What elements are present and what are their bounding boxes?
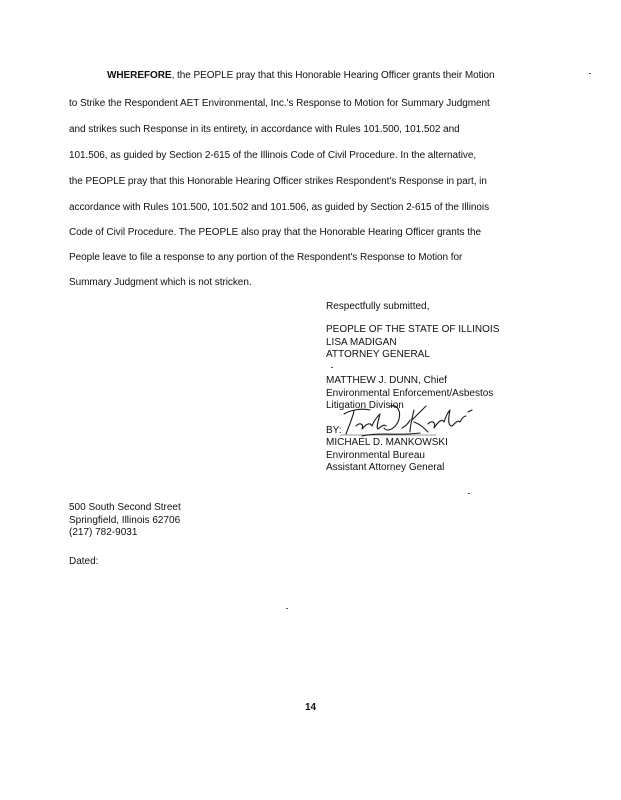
scan-speck [589, 73, 591, 74]
body-line-7: Code of Civil Procedure. The PEOPLE also pray that the Honorable Hearing Officer grants the [69, 227, 481, 238]
party-block [326, 324, 499, 362]
signer-bureau: Environmental Bureau [326, 449, 425, 461]
address-city: Springfield, Illinois 62706 [69, 514, 181, 526]
address-street: 500 South Second Street [69, 502, 181, 513]
chief-name: MATTHEW J. DUNN, Chief [326, 375, 447, 386]
chief-division-2: Litigation Division [326, 400, 404, 411]
signer-block [326, 437, 448, 475]
address-phone: (217) 782-9031 [69, 527, 138, 538]
signer-title: Assistant Attorney General [326, 462, 445, 473]
body-line-8: People leave to file a response to any portion of the Respondent's Response to Motion for [69, 252, 463, 263]
body-line-5: the PEOPLE pray that this Honorable Hearing Officer strikes Respondent's Response in part, in [69, 176, 487, 187]
scan-speck [286, 608, 288, 609]
page-number: 14 [304, 702, 317, 713]
scan-speck [331, 367, 333, 368]
body-line-9: Summary Judgment which is not stricken. [69, 277, 252, 288]
closing: Respectfully submitted, [326, 301, 430, 312]
address-block [69, 502, 181, 540]
body-line-1 [107, 70, 495, 81]
handwritten-signature [340, 402, 480, 442]
body-line-1-text: , the PEOPLE pray that this Honorable Hearing Officer grants their Motion [171, 70, 495, 81]
ag-name: LISA MADIGAN [326, 336, 397, 348]
signature-block [326, 301, 429, 314]
party-name: PEOPLE OF THE STATE OF ILLINOIS [326, 324, 500, 335]
chief-division-1: Environmental Enforcement/Asbestos [326, 387, 494, 399]
dated-label: Dated: [69, 556, 99, 567]
wherefore-lead: WHEREFORE [107, 70, 172, 81]
body-line-6: accordance with Rules 101.500, 101.502 and 101.506, as guided by Section 2-615 of the Illinois [69, 202, 490, 213]
signer-name: MICHAEL D. MANKOWSKI [326, 437, 448, 448]
dated-line [69, 556, 98, 569]
body-line-4: 101.506, as guided by Section 2-615 of the Illinois Code of Civil Procedure. In the alternative, [69, 150, 477, 161]
body-line-2: to Strike the Respondent AET Environmental, Inc.'s Response to Motion for Summary Judgment [69, 98, 490, 109]
scan-speck [468, 493, 470, 494]
by-label: BY: [326, 425, 342, 436]
body-line-3: and strikes such Response in its entirety, in accordance with Rules 101.500, 101.502 and [69, 124, 460, 135]
ag-title: ATTORNEY GENERAL [326, 349, 430, 360]
